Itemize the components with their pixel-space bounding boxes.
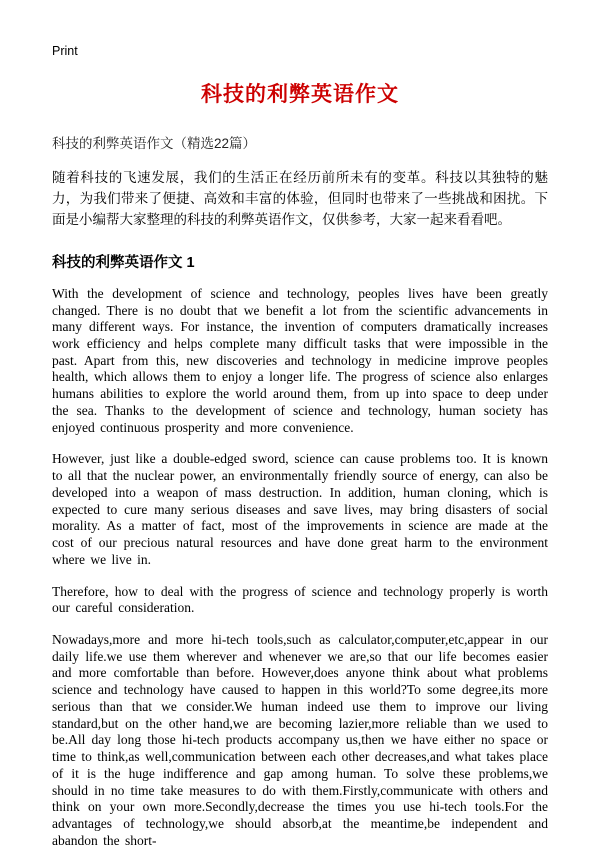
print-link[interactable]: Print bbox=[52, 44, 78, 58]
intro-paragraph: 随着科技的飞速发展，我们的生活正在经历前所未有的变革。科技以其独特的魅力，为我们带来了便捷、高效和丰富的体验，但同时也带来了一些挑战和困扰。下面是小编帮大家整理的科技的利弊英语作文，仅供参考，大家一起来看看吧。 bbox=[52, 170, 548, 227]
essay-paragraph: With the development of science and technology, peoples lives have been greatly changed. There is no doubt that we benefit a lot from the scientific advancements in many different ways. For instance, the invention of computers dramatically increases work efficiency and helps complete many difficult tasks that were impossible in the past. Apart from this, new discoveries and technology in medicine improve peoples health, which allows them to enjoy a longer life. The progress of science also enlarges humans abilities to explore the world around them, from up into space to deep under the sea. Thanks to the development of science and technology, human society has enjoyed continuous prosperity and more convenience. bbox=[52, 285, 548, 435]
page-title: 科技的利弊英语作文 bbox=[201, 83, 399, 106]
essay-paragraph: Therefore, how to deal with the progress of science and technology properly is worth our careful consideration. bbox=[52, 583, 548, 616]
essay-body bbox=[52, 286, 548, 850]
essay-subtitle: 科技的利弊英语作文（精选22篇） bbox=[52, 136, 257, 151]
essay-paragraph: However, just like a double-edged sword, science can cause problems too. It is known to all that the nuclear power, an environmentally friendly source of energy, can also be developed into a weapon of mass destruction. In addition, human cloning, which is expected to cure many serious diseases and save lives, may bring disasters of social morality. As a matter of fact, most of the improvements in science are made at the cost of our precious natural resources and have done great harm to the environment where we live in. bbox=[52, 451, 548, 567]
section-heading-1: 科技的利弊英语作文 1 bbox=[52, 254, 195, 271]
essay-paragraph: Nowadays,more and more hi-tech tools,such as calculator,computer,etc,appear in our daily life.we use them wherever and whenever we are,so that our life becomes easier and more comfortable than before. However,does anyone think about what problems science and technology have caused to happen in this world?To some degree,its more serious than that we consider.We human indeed use them to improve our living standard,but on the other hand,we are becoming lazier,more reliable than we used to be.All day long those hi-tech products accompany us,then we have either no space or time to think,as well,communication between each other decreases,and what takes place of it is the huge indifference and gap among human. To solve these problems,we should in no time take measures to do with them.Firstly,communicate with others and think on your own more.Secondly,decrease the times you use hi-tech tools.For the advantages of technology,we should absorb,at the meantime,be independent and abandon the short- bbox=[52, 631, 548, 848]
